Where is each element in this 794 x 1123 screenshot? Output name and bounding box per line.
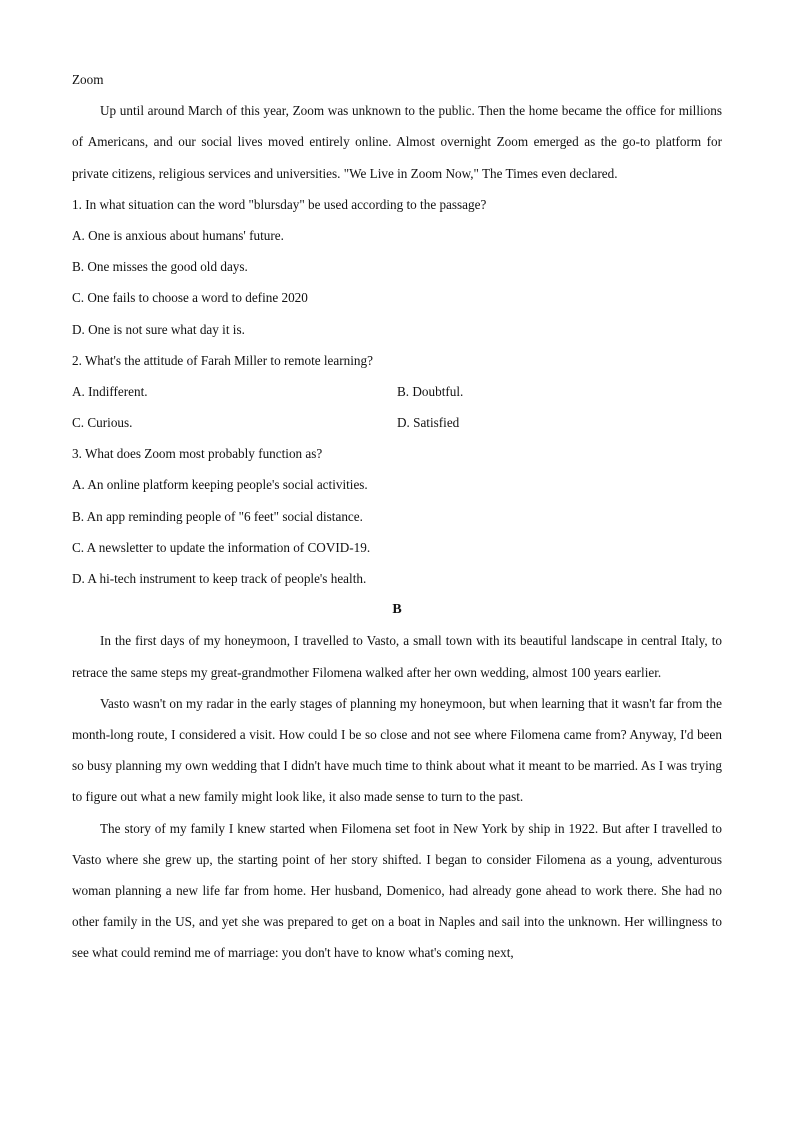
question-1-option-c: C. One fails to choose a word to define 2020 <box>72 290 308 306</box>
section-b-heading: B <box>392 602 402 618</box>
document-page <box>72 64 722 969</box>
question-2-options-row-1 <box>72 376 722 407</box>
section-b-paragraph-1: In the first days of my honeymoon, I travelled to Vasto, a small town with its beautiful landscape in central Italy, to retrace the same steps my great-grandmother Filomena walked after her own wedding, almost 100 years earlier. <box>72 633 722 680</box>
question-3-option-a: A. An online platform keeping people's social activities. <box>72 477 368 493</box>
question-3-option-c: C. A newsletter to update the information of COVID-19. <box>72 539 371 555</box>
question-2-option-a: A. Indifferent. <box>72 383 148 399</box>
question-2-option-b: B. Doubtful. <box>397 383 464 399</box>
question-3-option-d: D. A hi-tech instrument to keep track of people's health. <box>72 571 367 587</box>
question-1-option-a: A. One is anxious about humans' future. <box>72 227 284 243</box>
section-b-paragraph-3: The story of my family I knew started when Filomena set foot in New York by ship in 1922. But after I travelled to Vasto where she grew up, the starting point of her story shifted. I began to consider Filomena as a young, adventurous woman planning a new life far from home. Her husband, Domenico, had already gone ahead to work there. She had no other family in the US, and yet she was prepared to get on a boat in Naples and sail into the unknown. Her willingness to see what could remind me of marriage: you don't have to know what's coming next, <box>72 820 722 961</box>
zoom-paragraph: Up until around March of this year, Zoom was unknown to the public. Then the home became the office for millions of Americans, and our social lives moved entirely online. Almost overnight Zoom emerged as the go-to platform for private citizens, religious services and universities. "We Live in Zoom Now," The Times even declared. <box>72 103 722 181</box>
passage-title: Zoom <box>72 72 104 87</box>
question-2-option-d: D. Satisfied <box>397 415 460 431</box>
section-b-paragraph-2: Vasto wasn't on my radar in the early stages of planning my honeymoon, but when learning that it wasn't far from the month-long route, I considered a visit. How could I be so close and not see where Filomena came from? Anyway, I'd been so busy planning my own wedding that I didn't have much time to think about what it meant to be married. As I was trying to figure out what a new family might look like, it also made sense to turn to the past. <box>72 695 722 805</box>
question-2-option-c: C. Curious. <box>72 415 133 431</box>
question-1-option-d: D. One is not sure what day it is. <box>72 321 245 337</box>
question-1-option-b: B. One misses the good old days. <box>72 259 248 275</box>
question-1-stem: 1. In what situation can the word "blursday" be used according to the passage? <box>72 196 487 212</box>
question-3-option-b: B. An app reminding people of "6 feet" social distance. <box>72 508 363 524</box>
question-2-stem: 2. What's the attitude of Farah Miller to remote learning? <box>72 352 373 368</box>
question-3-stem: 3. What does Zoom most probably function as? <box>72 446 323 462</box>
question-2-options-row-2 <box>72 407 722 438</box>
